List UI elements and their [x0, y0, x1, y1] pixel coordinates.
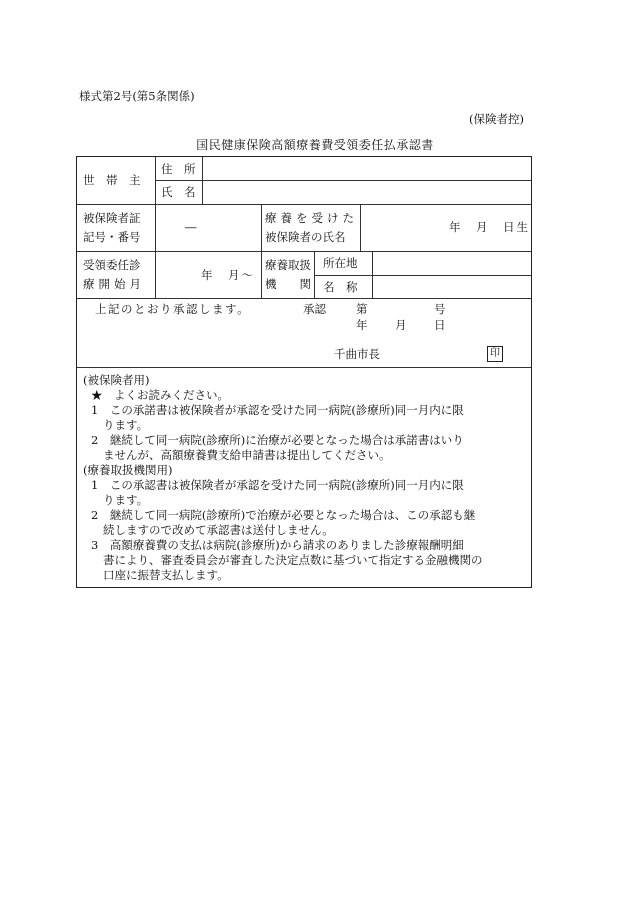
approval-statement: 上記のとおり承認します。	[95, 302, 251, 316]
provider-notes-heading: (療養取扱機関用)	[83, 463, 173, 477]
column-divider	[202, 157, 203, 204]
column-divider	[314, 251, 315, 298]
approval-day: 日	[434, 318, 446, 332]
document-title: 国民健康保険高額療養費受領委任払承認書	[196, 138, 434, 152]
delegation-start-label-line1: 受領委任診	[83, 258, 141, 272]
provider-note-3-line2: 書により、審査委員会が審査した決定点数に基づいて指定する金融機関の	[103, 553, 483, 567]
approval-form-table	[76, 156, 532, 588]
insured-cert-dash: ―	[185, 220, 197, 234]
provider-label-line1: 療養取扱	[265, 258, 311, 272]
provider-note-3-line3: 口座に振替支払します。	[103, 568, 229, 582]
birth-date-field: 年 月 日生	[449, 220, 530, 234]
column-divider	[261, 204, 262, 298]
row-divider	[77, 298, 531, 299]
usage-notes	[83, 373, 527, 583]
provider-label-line2: 機 関	[265, 277, 311, 291]
insured-cert-label-line2: 記号・番号	[83, 230, 141, 244]
insured-note-1-line2: ります。	[103, 418, 149, 432]
row-divider	[77, 367, 531, 368]
patient-label-line1: 療養を受けた	[265, 211, 358, 225]
mayor-title: 千曲市長	[334, 347, 380, 361]
approval-number-prefix: 第	[356, 302, 368, 316]
provider-note-3-line1: 3 高額療養費の支払は病院(診療所)から請求のありました診療報酬明細	[91, 538, 464, 552]
row-divider	[155, 180, 531, 181]
patient-label-line2: 被保険者の氏名	[265, 230, 346, 244]
approval-number-suffix: 号	[434, 302, 446, 316]
row-divider	[77, 251, 531, 252]
row-divider	[77, 204, 531, 205]
column-divider	[372, 251, 373, 298]
approval-month: 月	[395, 318, 407, 332]
name-label: 氏 名	[161, 185, 196, 199]
insured-note-2-line1: 2 継続して同一病院(診療所)に治療が必要となった場合は承諾書はいり	[91, 433, 464, 447]
insured-cert-label-line1: 被保険者証	[83, 211, 141, 225]
column-divider	[155, 157, 156, 298]
approval-label: 承認	[303, 302, 326, 316]
insured-note-1-line1: 1 この承諾書は被保険者が承認を受けた同一病院(診療所)同一月内に限	[91, 403, 464, 417]
delegation-start-label-line2: 療開始月	[83, 277, 145, 291]
provider-note-1-line2: ります。	[103, 493, 149, 507]
provider-note-1-line1: 1 この承認書は被保険者が承認を受けた同一病院(診療所)同一月内に限	[91, 478, 464, 492]
provider-note-2-line1: 2 継続して同一病院(診療所)で治療が必要となった場合は、この承認も継	[91, 508, 476, 522]
insured-notes-heading: (被保険者用)	[83, 373, 150, 387]
approval-year: 年	[356, 318, 368, 332]
insured-note-2-line2: ませんが、高額療養費支給申請書は提出してください。	[103, 448, 391, 462]
location-label: 所在地	[323, 256, 358, 270]
star-note: ★ よくお読みください。	[91, 388, 229, 402]
seal-mark: 印	[487, 346, 503, 362]
row-divider	[314, 275, 531, 276]
address-label: 住 所	[161, 162, 196, 176]
column-divider	[360, 204, 361, 251]
copy-type-label: (保険者控)	[469, 112, 524, 126]
form-number-label: 様式第2号(第5条関係)	[79, 89, 195, 103]
start-month-field: 年 月～	[201, 268, 255, 282]
provider-name-label: 名 称	[323, 280, 358, 294]
household-head-label: 世 帯 主	[83, 173, 141, 187]
provider-note-2-line2: 続しますので改めて承認書は送付しません。	[103, 523, 334, 537]
